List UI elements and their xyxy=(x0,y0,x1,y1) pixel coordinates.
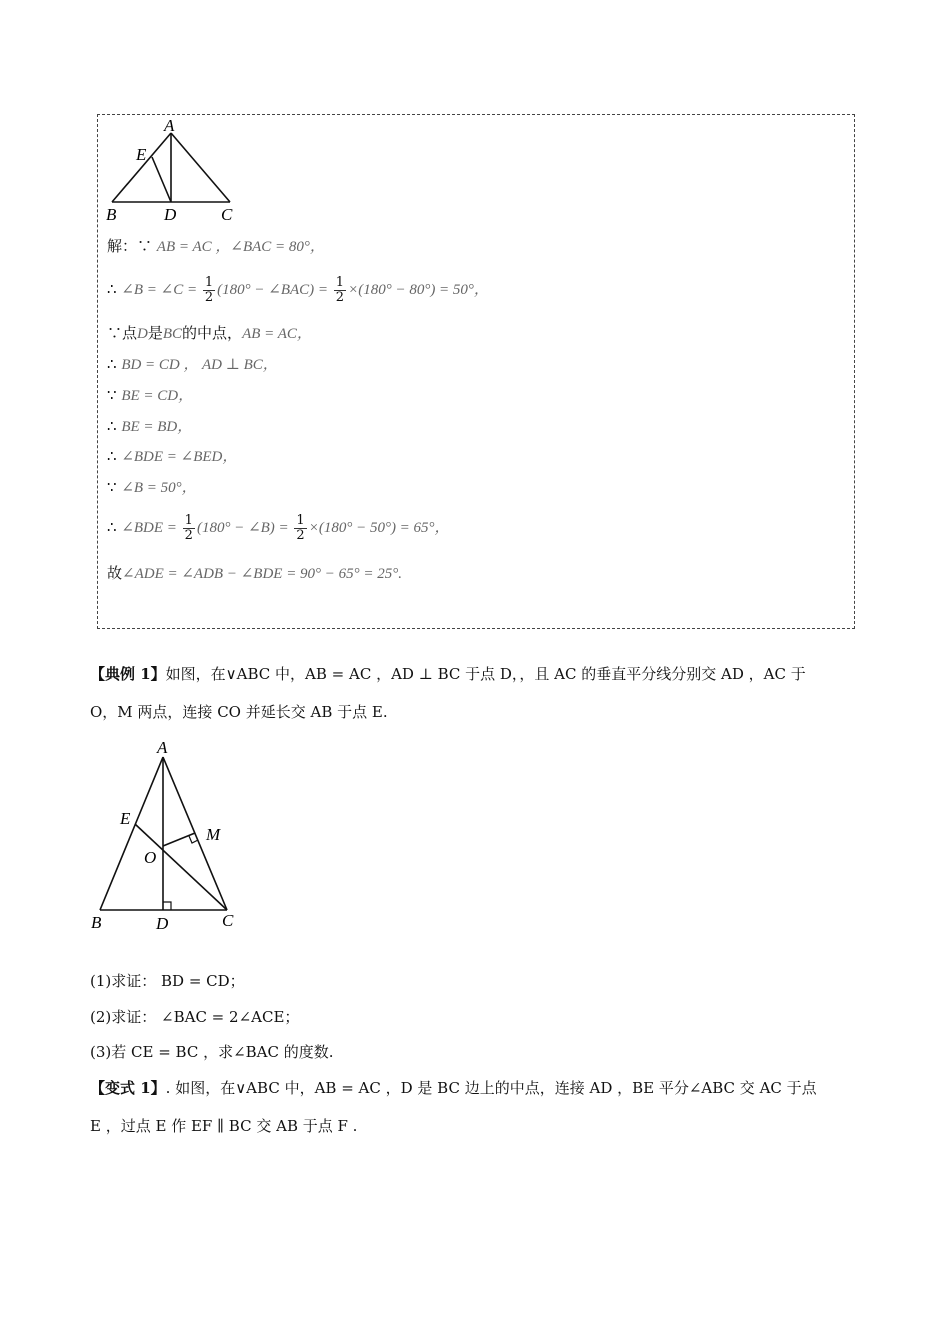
fraction: $\frac{1}{2}$ xyxy=(204,274,214,305)
segment-ed xyxy=(152,157,171,202)
solution-figure xyxy=(100,114,250,226)
label-d: D xyxy=(164,205,177,224)
label-o: O xyxy=(144,848,157,867)
fraction: $\frac{1}{2}$ xyxy=(335,274,345,305)
label-c: C xyxy=(222,911,234,930)
question-3: (3)若 CE = BC ，求∠BAC 的度数. xyxy=(90,1043,334,1061)
segment-ac xyxy=(171,133,230,202)
label-d: D xyxy=(156,914,169,933)
solution-line-8: ∵ ∠B = 50°， xyxy=(107,478,197,496)
solution-line-6: ∴ BE = BD， xyxy=(107,417,193,435)
segment-ab xyxy=(100,757,163,910)
fraction: $\frac{1}{2}$ xyxy=(184,512,193,543)
label-a: A xyxy=(157,738,168,757)
fraction: $\frac{1}{2}$ xyxy=(296,512,305,543)
question-1: (1)求证： BD = CD； xyxy=(90,972,245,990)
label-m: M xyxy=(206,825,221,844)
right-angle-d xyxy=(163,902,171,910)
solution-line-9: ∴ ∠BDE = $\frac{1}{2}$ (180° − ∠B) = $\frac{1}{2}$ ×(180° − 50°) = 65°， xyxy=(107,512,450,543)
solution-line-4: ∴ BD = CD ， AD ⊥ BC， xyxy=(107,355,278,373)
example1-line-2: O，M 两点，连接 CO 并延长交 AB 于点 E. xyxy=(90,703,388,721)
label-c: C xyxy=(221,205,233,224)
question-2: (2)求证： ∠BAC = 2∠ACE； xyxy=(90,1008,300,1026)
solution-line-3: ∵点D是BC的中点，AB = AC， xyxy=(107,324,312,342)
variant1-line-2: E ，过点 E 作 EF ∥ BC 交 AB 于点 F . xyxy=(90,1117,358,1135)
example1-figure xyxy=(86,736,246,936)
solution-line-1: 解：∵ AB = AC ，∠BAC = 80°， xyxy=(107,237,325,255)
variant1-line-1: 【变式 1】. 如图，在∨ABC 中，AB = AC ，D 是 BC 边上的中点，连接 AD ，BE 平分∠ABC 交 AC 于点 xyxy=(90,1079,817,1097)
example1-line-1: 【典例 1】如图，在∨ABC 中，AB = AC ，AD ⊥ BC 于点 D，，且 AC 的垂直平分线分别交 AD ，AC 于 xyxy=(90,665,806,683)
label-e: E xyxy=(136,145,147,164)
segment-ab xyxy=(112,133,171,202)
variant1-tag: 【变式 1】 xyxy=(90,1079,166,1097)
label-b: B xyxy=(106,205,117,224)
example1-tag: 【典例 1】 xyxy=(90,665,166,683)
solution-line-2: ∴ ∠B = ∠C = $\frac{1}{2}$ (180° − ∠BAC) = $\frac{1}{2}$ ×(180° − 80°) = 50°， xyxy=(107,274,489,305)
label-e: E xyxy=(120,809,131,828)
label-b: B xyxy=(91,913,102,932)
solution-line-7: ∴ ∠BDE = ∠BED， xyxy=(107,447,238,465)
solution-line-5: ∵ BE = CD， xyxy=(107,386,194,404)
solution-line-10: 故∠ADE = ∠ADB − ∠BDE = 90° − 65° = 25°. xyxy=(107,564,403,582)
label-a: A xyxy=(164,116,175,135)
